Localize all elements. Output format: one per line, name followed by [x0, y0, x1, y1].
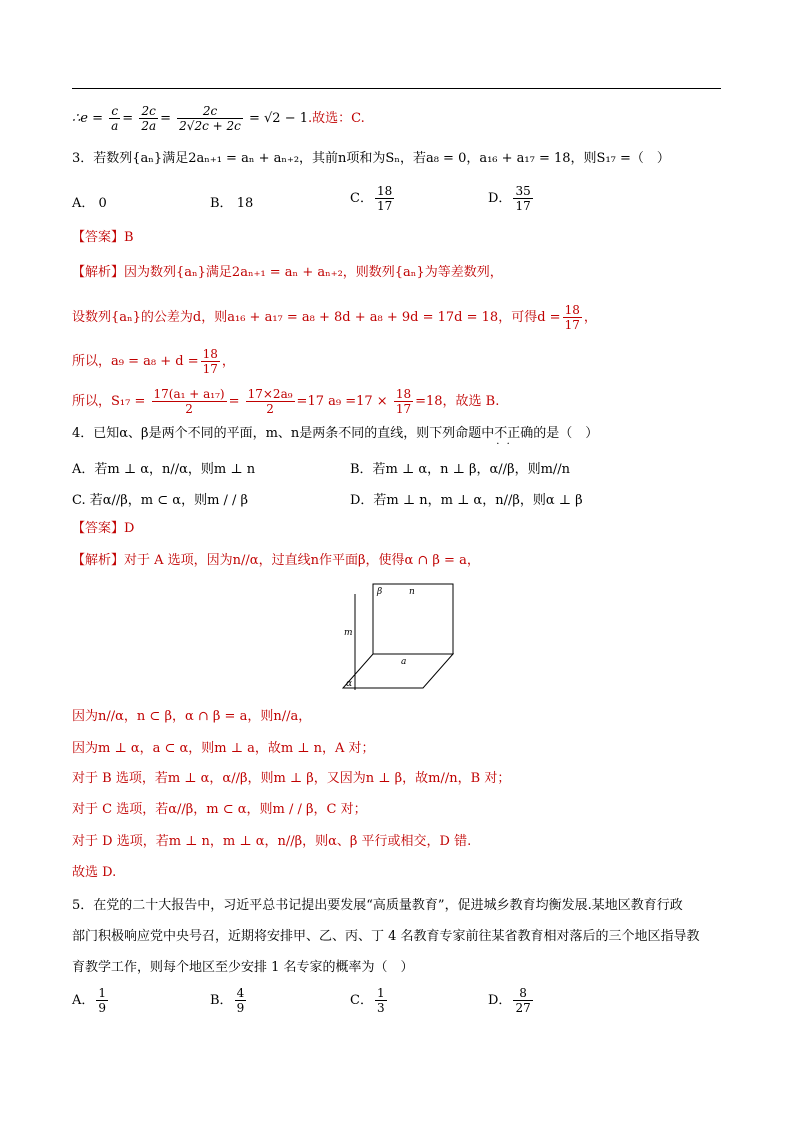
q5-stem-1: 5．在党的二十大报告中，习近平总书记提出要发展“高质量教育”，促进城乡教育均衡发展.某地区教育行政 — [72, 898, 683, 913]
q3-analysis-1: 【解析】因为数列{aₙ}满足2aₙ₊₁ = aₙ + aₙ₊₂，则数列{aₙ}为等差数列， — [72, 265, 503, 280]
q5-stem-3: 育教学工作，则每个地区至少安排 1 名专家的概率为（ ） — [72, 960, 414, 975]
q5-stem-2: 部门积极响应党中央号召，近期将安排甲、乙、丙、丁 4 名教育专家前往某省教育相对落后的三个地区指导教 — [72, 929, 700, 944]
q4-line-4: 对于 C 选项，若α//β，m ⊂ α，则m / / β，C 对； — [72, 802, 367, 817]
q4-stem: 4．已知α、β是两个不同的平面，m、n是两条不同的直线，则下列命题中不正确 · ·的是（ ） — [72, 425, 598, 443]
fraction: $\frac{2c}{2√2c + 2c}$ — [179, 104, 241, 133]
q4-option-b: B．若m ⊥ α，n ⊥ β，α//β，则m//n — [350, 462, 571, 477]
q4-line-1: 因为n//α，n ⊂ β，α ∩ β = a，则n//a， — [72, 709, 312, 724]
q4-line-5: 对于 D 选项，若m ⊥ n，m ⊥ α，n//β，则α、β 平行或相交，D 错. — [72, 834, 472, 849]
q4-option-a: A．若m ⊥ α，n//α，则m ⊥ n — [72, 462, 256, 477]
q5-option-d: D． $\frac{8}{27}$ — [488, 986, 531, 1015]
label-m: m — [344, 628, 353, 638]
label-n: n — [409, 587, 415, 597]
fraction: $\frac{2c}{2a}$ — [141, 104, 157, 133]
q3-option-c: C． $\frac{18}{17}$ — [350, 184, 393, 213]
q5-option-b: B． $\frac{4}{9}$ — [210, 986, 245, 1015]
planes-figure — [335, 580, 465, 695]
q3-analysis-3: 所以，a₉ = a₈ + d = $\frac{18}{17}$ ， — [72, 347, 235, 376]
q4-answer: 【答案】D — [72, 521, 135, 536]
q3-stem: 3．若数列{aₙ}满足2aₙ₊₁ = aₙ + aₙ₊₂，其前n项和为Sₙ，若a₈ = 0，a₁₆ + a₁₇ = 18，则S₁₇ =（ ） — [72, 151, 670, 166]
q4-option-d: D．若m ⊥ n，m ⊥ α，n//β，则α ⊥ β — [350, 493, 583, 508]
emphasis-text: 不正确 · · — [494, 426, 533, 441]
label-alpha: α — [346, 679, 353, 689]
fraction: $\frac{c}{a}$ — [111, 104, 119, 133]
q4-analysis-0: 【解析】对于 A 选项，因为n//α，过直线n作平面β，使得α ∩ β = a， — [72, 553, 480, 568]
label-beta: β — [377, 587, 383, 597]
q3-option-a: A． 0 — [72, 196, 107, 211]
q4-line-2: 因为m ⊥ α，a ⊂ α，则m ⊥ a，故m ⊥ n，A 对； — [72, 741, 375, 756]
q3-option-b: B． 18 — [210, 196, 254, 211]
q3-analysis-4: 所以，S₁₇ = $\frac{\text{17(a₁ + a₁₇)}}{2}$ = $\frac{\text{17×2a₉}}{2}$ =17 a₉ =17 × $\frac{18}{17}$ =18，故选 B. — [72, 387, 500, 416]
q4-option-c: C. 若α//β，m ⊂ α，则m / / β — [72, 493, 249, 508]
q5-option-a: A． $\frac{1}{9}$ — [72, 986, 107, 1015]
q3-analysis-2: 设数列{aₙ}的公差为d，则a₁₆ + a₁₇ = a₈ + 8d + a₈ + 9d = 17d = 18，可得d = $\frac{18}{17}$ ， — [72, 303, 597, 332]
q4-line-6: 故选 D. — [72, 865, 117, 880]
plane-alpha — [343, 654, 453, 688]
label-a: a — [401, 657, 407, 667]
q4-line-3: 对于 B 选项，若m ⊥ α，α//β，则m ⊥ β，又因为n ⊥ β，故m//n，B 对； — [72, 771, 511, 786]
q3-answer: 【答案】B — [72, 230, 134, 245]
eccentricity-formula: ∴e = $\frac{c}{a}$ = $\frac{2c}{2a}$ = $\frac{2c}{2√2c + 2c}$ = √2 − 1.故选：C. — [72, 104, 365, 133]
q5-option-c: C． $\frac{1}{3}$ — [350, 986, 385, 1015]
q3-option-d: D． $\frac{35}{17}$ — [488, 184, 531, 213]
header-rule — [72, 88, 721, 89]
